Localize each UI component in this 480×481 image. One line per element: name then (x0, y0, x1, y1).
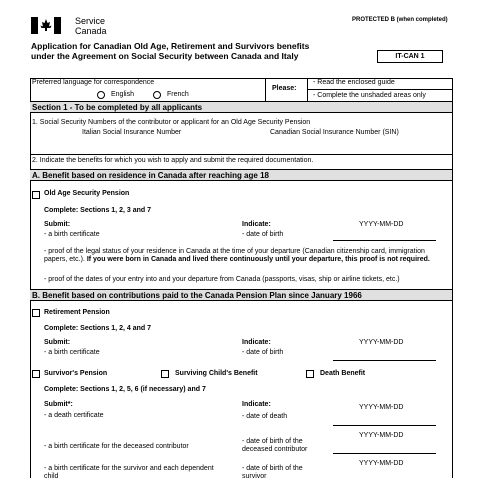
sectionA-proof-dates: - proof of the dates of your entry into and your departure from Canada (passports, visas, ship or airline tickets, etc.) (44, 276, 400, 283)
sectionB-birth-cert: - a birth certificate (44, 349, 100, 356)
language-label: Preferred language for correspondence (32, 79, 155, 86)
deceased-dob-format: YYYY-MM-DD (359, 432, 404, 439)
sectionB-header: B. Benefit based on contributions paid to the Canada Pension Plan since January 1966 (30, 289, 452, 301)
retirement-pension-checkbox[interactable] (32, 309, 40, 317)
sectionA-complete: Complete: Sections 1, 2, 3 and 7 (44, 207, 151, 214)
surviving-child-checkbox[interactable] (161, 370, 169, 378)
death-date-format: YYYY-MM-DD (359, 404, 404, 411)
french-label: French (167, 91, 189, 98)
form-code (377, 50, 443, 63)
deceased-dob-label: - date of birth of the deceased contributor (242, 438, 308, 453)
benefits-instruction: 2. Indicate the benefits for which you wish to apply and submit the required documentation. (32, 157, 314, 164)
french-radio[interactable] (153, 91, 161, 99)
canadian-sin-label: Canadian Social Insurance Number (SIN) (270, 129, 399, 136)
sectionA-proof-residence (44, 248, 448, 264)
survivor-indicate-heading: Indicate: (242, 401, 271, 408)
form-code-text: IT-CAN 1 (395, 53, 425, 60)
sectionA-dob-input[interactable] (333, 240, 436, 241)
form-title: Application for Canadian Old Age, Retirement and Survivors benefits under the Agreement on Social Security between Canada and Italy (31, 41, 310, 61)
sectionB-submit-heading: Submit: (44, 339, 71, 346)
deceased-birth-cert-item: - a birth certificate for the deceased contributor (44, 443, 189, 450)
survivor-complete: Complete: Sections 1, 2, 5, 6 (if necessary) and 7 (44, 386, 206, 393)
death-benefit-checkbox[interactable] (306, 370, 314, 378)
oas-pension-label: Old Age Security Pension (44, 190, 130, 197)
deceased-dob-input[interactable] (333, 453, 436, 454)
proof-residence-text: - proof of the legal status of your residence in Canada at the time of your departure (Canadian citizenship card, immigration papers, etc.). (44, 248, 425, 263)
death-date-label: - date of death (242, 413, 288, 420)
death-date-input[interactable] (333, 425, 436, 426)
sectionA-birth-cert: - a birth certificate (44, 231, 100, 238)
surviving-child-label: Surviving Child's Benefit (175, 370, 258, 377)
sectionA-indicate-heading: Indicate: (242, 221, 271, 228)
sectionB-dob-input[interactable] (333, 360, 436, 361)
sectionA-dob-label: - date of birth (242, 231, 284, 238)
retirement-pension-label: Retirement Pension (44, 309, 110, 316)
english-label: English (111, 91, 134, 98)
sectionB-complete: Complete: Sections 1, 2, 4 and 7 (44, 325, 151, 332)
survivor-submit-heading: Submit*: (44, 401, 73, 408)
sectionB-indicate-heading: Indicate: (242, 339, 271, 346)
sectionB-dob-label: - date of birth (242, 349, 284, 356)
unshaded-note: - Complete the unshaded areas only (313, 92, 426, 99)
service-wordmark-line1: Service (75, 16, 106, 26)
canadian-sin-input[interactable] (260, 138, 430, 152)
protected-label: PROTECTED B (when completed) (352, 17, 448, 23)
sectionB-date-format: YYYY-MM-DD (359, 339, 404, 346)
oas-pension-checkbox[interactable] (32, 191, 40, 199)
survivor-birth-cert-item: - a birth certificate for the survivor and each dependent child (44, 465, 214, 480)
english-radio[interactable] (97, 91, 105, 99)
italian-sin-label: Italian Social Insurance Number (82, 129, 182, 136)
survivor-dob-label: - date of birth of the survivor (242, 465, 303, 480)
sin-question: 1. Social Security Numbers of the contributor or applicant for an Old Age Security Pension (32, 119, 311, 126)
italian-sin-input[interactable] (60, 138, 230, 152)
survivor-pension-checkbox[interactable] (32, 370, 40, 378)
sectionA-header: A. Benefit based on residence in Canada after reaching age 18 (30, 169, 452, 181)
proof-residence-exception: If you were born in Canada and lived there continuously until your departure, this proof is not required. (86, 256, 430, 263)
canada-flag-icon (31, 17, 61, 34)
sectionA-date-format: YYYY-MM-DD (359, 221, 404, 228)
please-label: Please: (272, 85, 297, 92)
death-cert-item: - a death certificate (44, 412, 104, 419)
survivor-pension-label: Survivor's Pension (44, 370, 108, 377)
section1-header: Section 1 - To be completed by all applicants (30, 101, 452, 113)
read-guide-note: - Read the enclosed guide (313, 79, 395, 86)
service-wordmark-line2: Canada (75, 26, 107, 36)
survivor-dob-format: YYYY-MM-DD (359, 460, 404, 467)
sectionA-submit-heading: Submit: (44, 221, 71, 228)
death-benefit-label: Death Benefit (320, 370, 366, 377)
